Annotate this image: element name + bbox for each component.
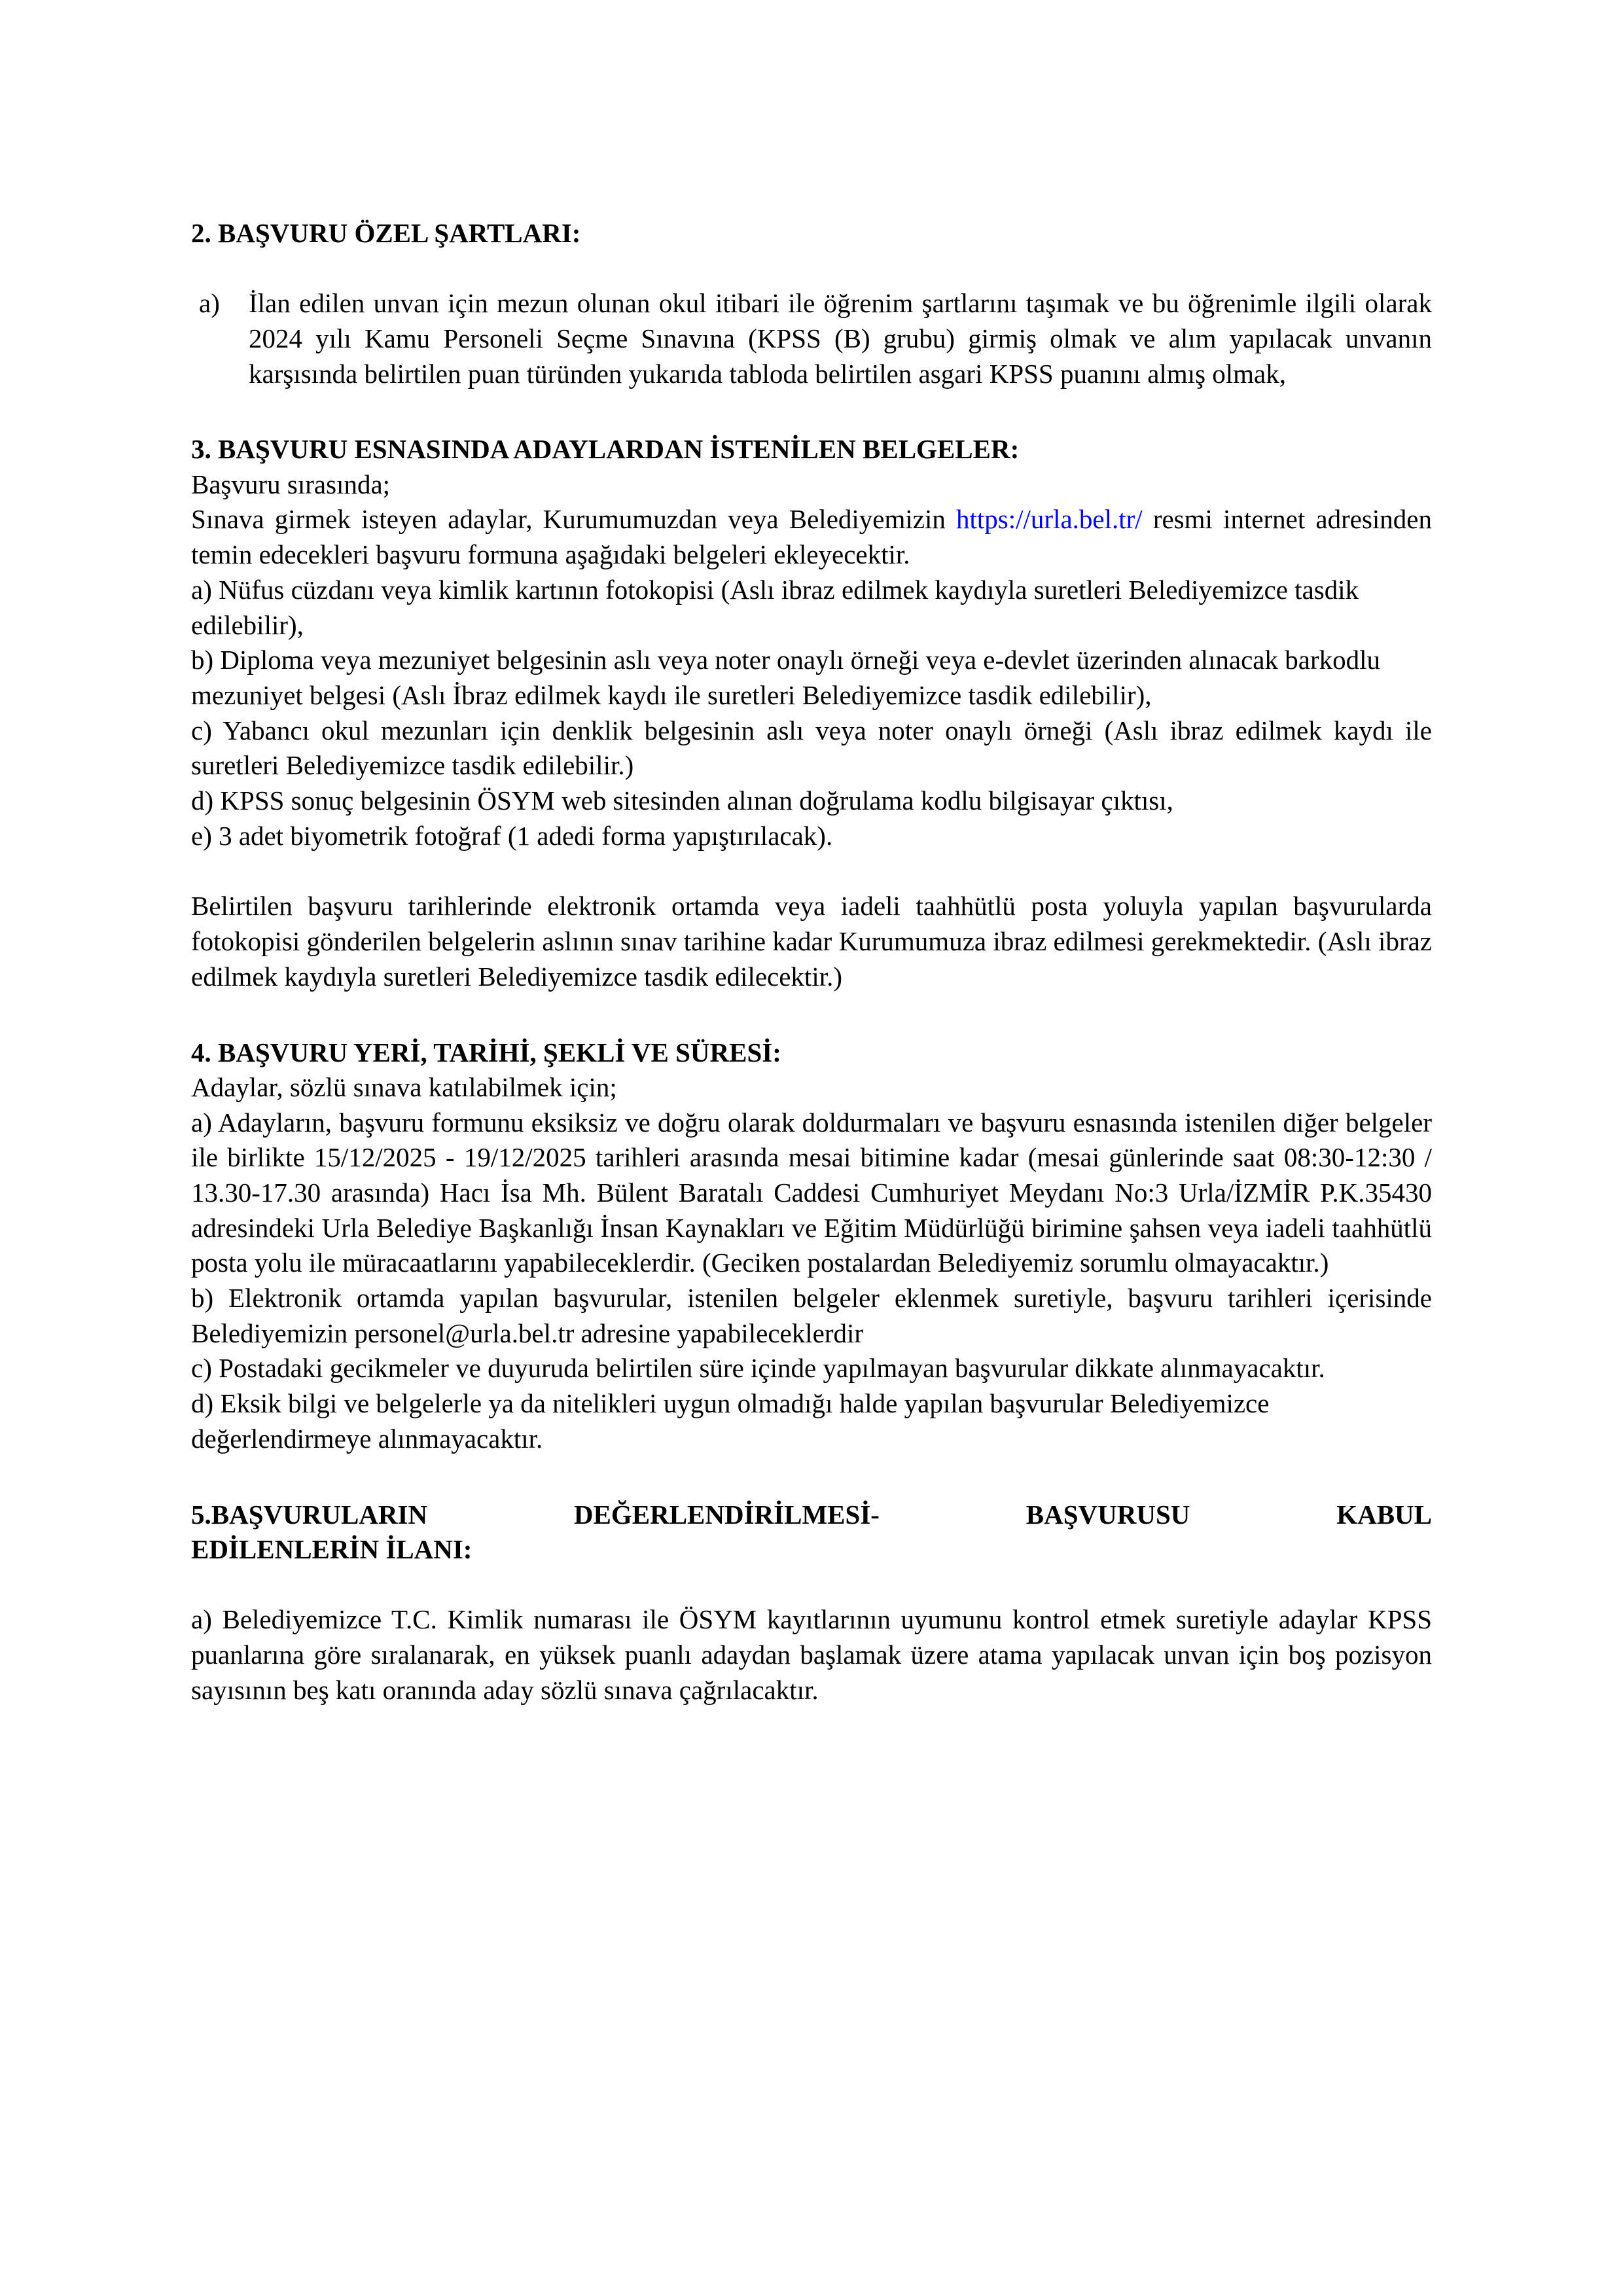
section-4-item-d: d) Eksik bilgi ve belgelerle ya da nitelikleri uygun olmadığı halde yapılan başvurular Belediyemizce değerlendirmeye alınmayacaktır. [191,1388,1270,1454]
spacer [191,251,1432,286]
urla-website-link[interactable]: https://urla.bel.tr/ [956,504,1143,535]
section-4-lead: Adaylar, sözlü sınava katılabilmek için; [191,1071,617,1102]
spacer [191,1567,1432,1602]
section-3-closing-paragraph: Belirtilen başvuru tarihlerinde elektronik ortamda veya iadeli taahhütlü posta yoluyla yapılan başvurularda fotokopisi gönderilen belgelerin aslının sınav tarihine kadar Kurumumuza ibraz edilmesi gerekmektedir. (Aslı ibraz edilmek kaydıyla suretleri Belediyemizce tasdik edilecektir.) [191,891,1432,992]
section-2-heading: 2. BAŞVURU ÖZEL ŞARTLARI: [191,218,581,248]
spacer [191,391,1432,432]
section-4-item-b: b) Elektronik ortamda yapılan başvurular, istenilen belgeler eklenmek suretiyle, başvuru tarihleri içerisinde Belediyemizin personel@urla.bel.tr adresine yapabileceklerdir [191,1283,1432,1348]
page-content [191,216,1432,1708]
section-3-item-b: b) Diploma veya mezuniyet belgesinin aslı veya noter onaylı örneği veya e-devlet üzerinden alınacak barkodlu mezuniyet belgesi (Aslı İbraz edilmek kaydı ile suretleri Belediyemizce tasdik edilebilir), [191,645,1380,710]
section-3-heading: 3. BAŞVURU ESNASINDA ADAYLARDAN İSTENİLEN BELGELER: [191,434,1020,465]
section-3-intro-after-link: resmi internet adresinden temin edecekleri başvuru formuna aşağıdaki belgeleri ekleyecektir. [191,504,1433,570]
section-4-heading: 4. BAŞVURU YERİ, TARİHİ, ŞEKLİ VE SÜRESİ: [191,1037,781,1067]
spacer [191,853,1432,889]
section-4-item-c: c) Postadaki gecikmeler ve duyuruda belirtilen süre içinde yapılmayan başvurular dikkate alınmayacaktır. [191,1353,1325,1384]
spacer [191,995,1432,1035]
spacer [191,1457,1432,1498]
section-3-lead: Başvuru sırasında; [191,469,391,499]
section-3-item-d: d) KPSS sonuç belgesinin ÖSYM web sitesinden alınan doğrulama kodlu bilgisayar çıktısı, [191,785,1173,816]
section-4-item-a: a) Adayların, başvuru formunu eksiksiz ve doğru olarak doldurmaları ve başvuru esnasında istenilen diğer belgeler ile birlikte 15/12/2025 - 19/12/2025 tarihleri arasında mesai bitimine kadar (mesai günlerinde saat 08:30-12:30 / 13.30-17.30 arasında) Hacı İsa Mh. Bülent Baratalı Caddesi Cumhuriyet Meydanı No:3 Urla/İZMİR P.K.35430 adresindeki Urla Belediye Başkanlığı İnsan Kaynakları ve Eğitim Müdürlüğü birimine şahsen veya iadeli taahhütlü posta yolu ile müracaatlarını yapabileceklerdir. (Geciken postalardan Belediyemiz sorumlu olmayacaktır.) [191,1107,1432,1278]
section-3-intro [191,502,1432,572]
section-3-item-a: a) Nüfus cüzdanı veya kimlik kartının fotokopisi (Aslı ibraz edilmek kaydıyla suretleri Belediyemizce tasdik edilebilir), [191,574,1359,640]
section-5-heading-line-2: EDİLENLERİN İLANI: [191,1534,473,1564]
section-3-item-e: e) 3 adet biyometrik fotoğraf (1 adedi forma yapıştırılacak). [191,820,833,851]
list-marker-a: a) [199,288,220,319]
section-3-item-c: c) Yabancı okul mezunları için denklik belgesinin aslı veya noter onaylı örneği (Aslı ibraz edilmek kaydı ile suretleri Belediyemizce tasdik edilebilir.) [191,715,1432,781]
section-3-intro-before-link: Sınava girmek isteyen adaylar, Kurumumuzdan veya Belediyemizin [191,504,956,535]
section-5-item-a: a) Belediyemizce T.C. Kimlik numarası ile ÖSYM kayıtlarının uyumunu kontrol etmek suretiyle adaylar KPSS puanlarına göre sıralanarak, en yüksek puanlı adaydan başlamak üzere atama yapılacak unvan için boş pozisyon sayısının beş katı oranında aday sözlü sınava çağrılacaktır. [191,1604,1432,1705]
section-5-heading-line-1: 5.BAŞVURULARIN DEĞERLENDİRİLMESİ- BAŞVURUSU KABUL [191,1499,1432,1530]
section-2-item-a-text: İlan edilen unvan için mezun olunan okul itibari ile öğrenim şartlarını taşımak ve bu öğrenimle ilgili olarak 2024 yılı Kamu Personeli Seçme Sınavına (KPSS (B) grubu) girmiş olmak ve alım yapılacak unvanın karşısında belirtilen puan türünden yukarıda tabloda belirtilen asgari KPSS puanını almış olmak, [249,288,1432,389]
section-2-item-a [191,286,1432,391]
